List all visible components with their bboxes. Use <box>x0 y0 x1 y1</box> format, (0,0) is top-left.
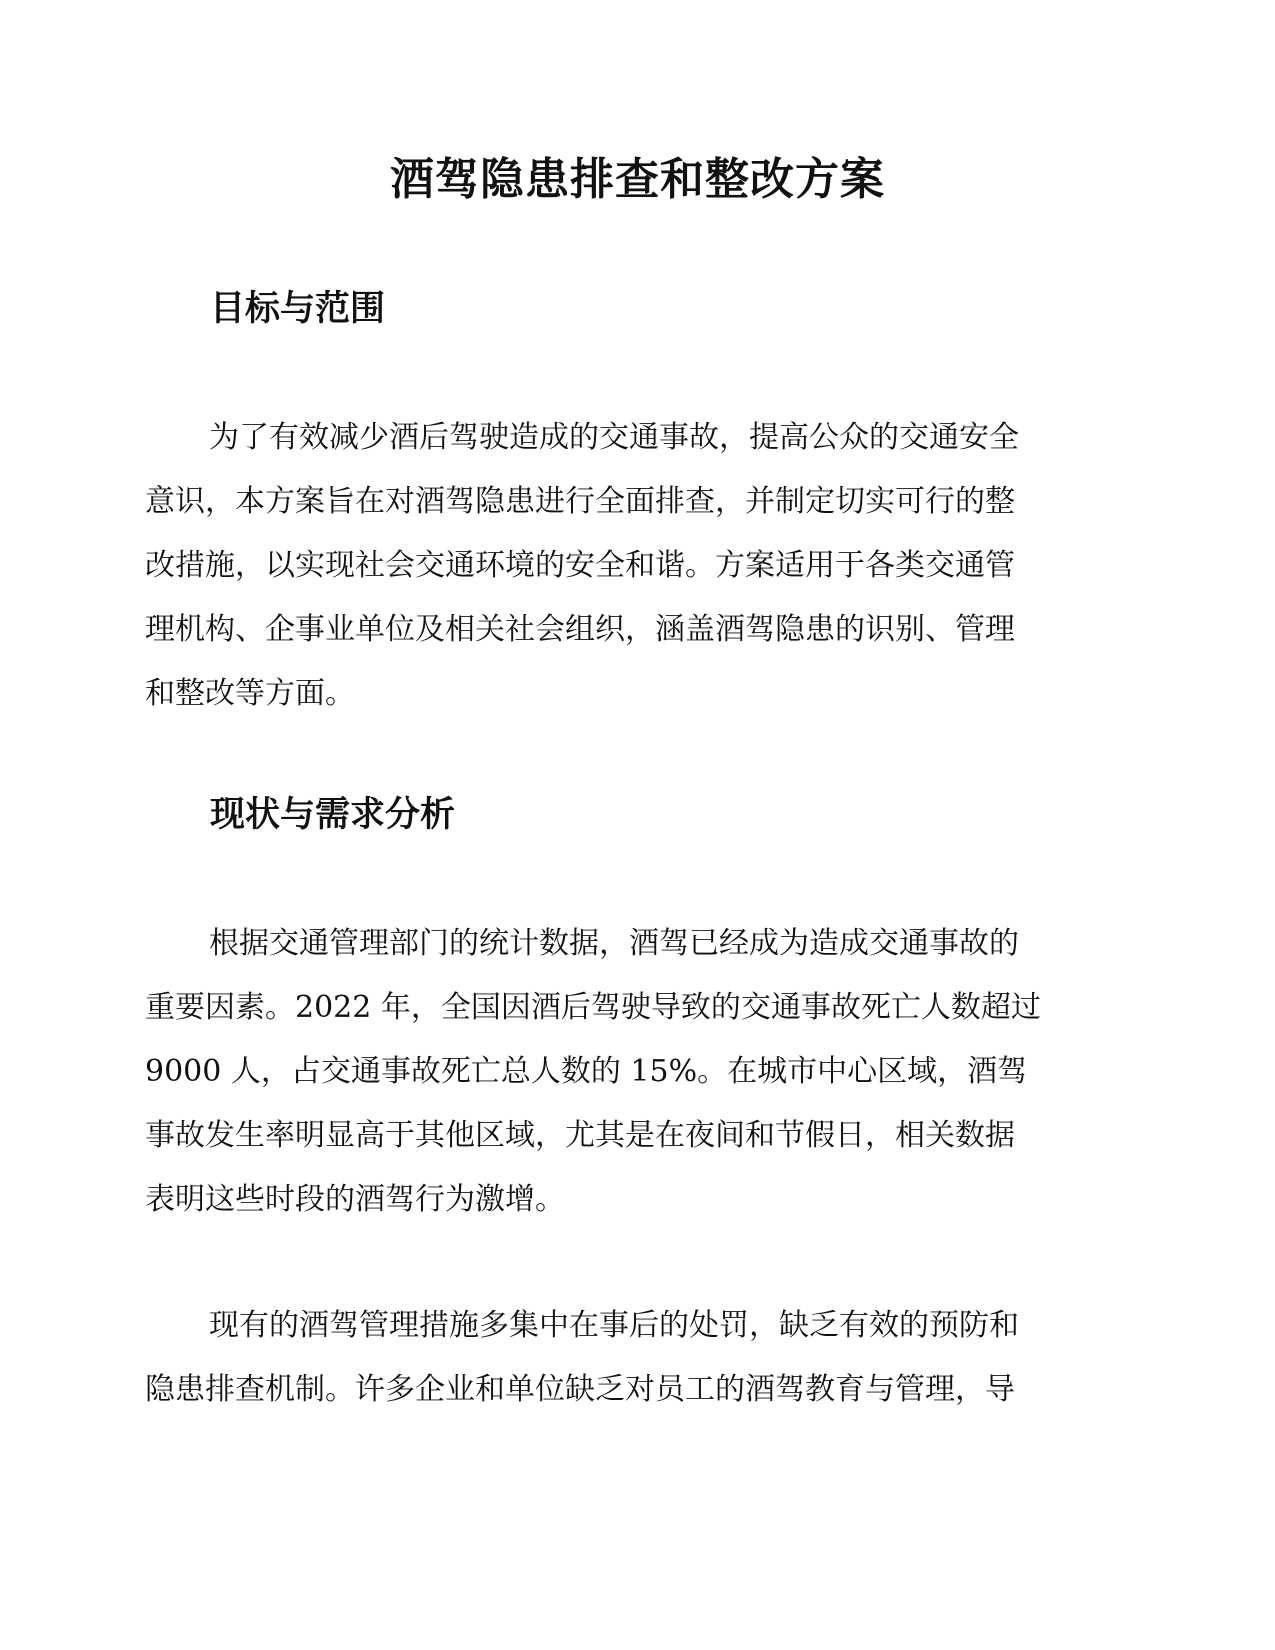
paragraph-line: 隐患排查机制。许多企业和单位缺乏对员工的酒驾教育与管理，导 <box>145 1372 1015 1407</box>
paragraph-line: 9000 人，占交通事故死亡总人数的 15%。在城市中心区域，酒驾 <box>145 1054 1028 1089</box>
section-heading-goals-scope: 目标与范围 <box>210 289 386 329</box>
paragraph-existing-measures <box>145 1294 1075 1422</box>
paragraph-line: 重要因素。2022 年，全国因酒后驾驶导致的交通事故死亡人数超过 <box>145 990 1041 1025</box>
paragraph-line: 根据交通管理部门的统计数据，酒驾已经成为造成交通事故的 <box>209 926 1019 961</box>
section-heading-status-analysis: 现状与需求分析 <box>210 795 456 835</box>
paragraph-line: 改措施，以实现社会交通环境的安全和谐。方案适用于各类交通管 <box>145 548 1015 583</box>
paragraph-goals-scope <box>145 406 1075 726</box>
document-title: 酒驾隐患排查和整改方案 <box>390 154 885 205</box>
paragraph-status-statistics <box>145 912 1075 1232</box>
paragraph-line: 理机构、企事业单位及相关社会组织，涵盖酒驾隐患的识别、管理 <box>145 612 1015 647</box>
paragraph-line: 现有的酒驾管理措施多集中在事后的处罚，缺乏有效的预防和 <box>209 1308 1019 1343</box>
paragraph-line: 和整改等方面。 <box>145 676 355 711</box>
paragraph-line: 表明这些时段的酒驾行为激增。 <box>145 1182 565 1217</box>
paragraph-line: 为了有效减少酒后驾驶造成的交通事故，提高公众的交通安全 <box>209 420 1019 455</box>
paragraph-line: 意识，本方案旨在对酒驾隐患进行全面排查，并制定切实可行的整 <box>145 484 1015 519</box>
paragraph-line: 事故发生率明显高于其他区域，尤其是在夜间和节假日，相关数据 <box>145 1118 1015 1153</box>
